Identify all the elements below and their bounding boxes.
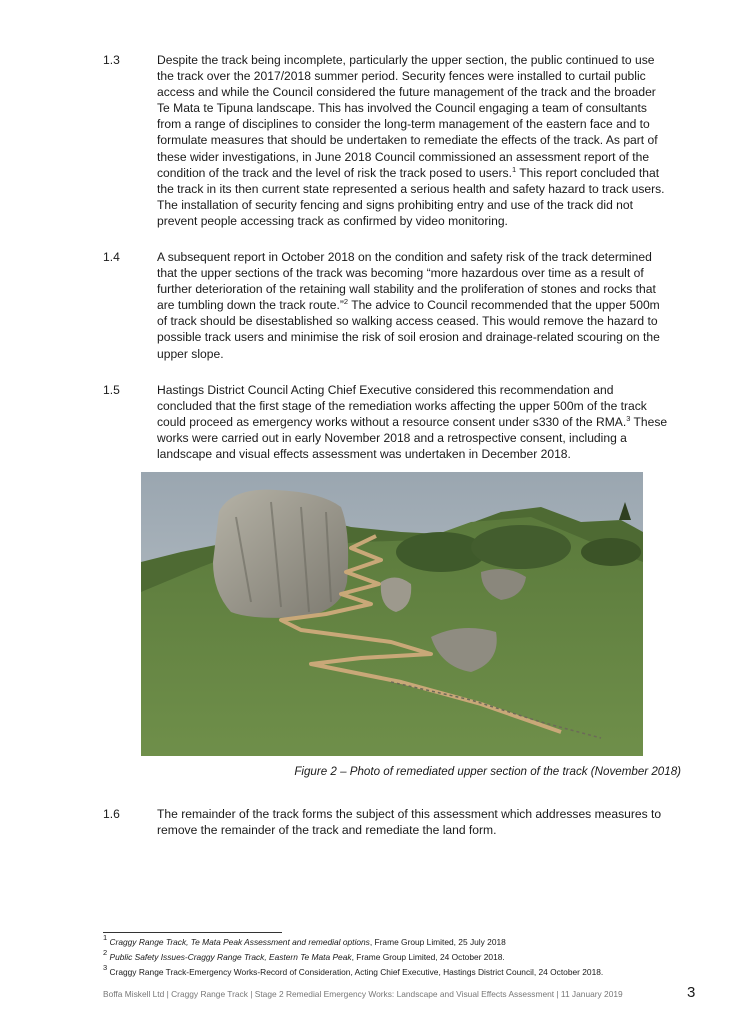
text-line: remove the remainder of the track and remediate the land form. xyxy=(157,823,497,838)
paragraph-number: 1.4 xyxy=(103,250,120,264)
text-line: further deterioration of the retaining wall stability and the proliferation of stones and rocks that xyxy=(157,282,656,297)
paragraph-number: 1.3 xyxy=(103,53,120,67)
paragraph-number: 1.5 xyxy=(103,383,120,397)
text-line: that the upper sections of the track was becoming “more hazardous over time as a result of xyxy=(157,266,644,281)
text-line: Hastings District Council Acting Chief Executive considered this recommendation and xyxy=(157,383,614,397)
text-line: possible track users and minimise the risk of soil erosion and drainage-related scouring on the xyxy=(157,330,660,345)
footnote-3: $^3$ Craggy Range Track-Emergency Works-Record of Consideration, Acting Chief Executive, Hastings District Council, 24 October 2018. xyxy=(103,963,604,977)
text-line: Te Mata te Tipuna landscape. This has involved the Council engaging a team of consultants xyxy=(157,101,647,116)
text-line: these wider investigations, in June 2018 Council commissioned an assessment report of the xyxy=(157,149,650,164)
text-line: prevent people accessing track as confirmed by video monitoring. xyxy=(157,213,508,228)
text-line: condition of the track and the level of risk the track posed to users.$^1$ This report concluded that xyxy=(157,164,660,180)
text-line: formulate measures that should be undertaken to remediate the effects of the track. As part of xyxy=(157,133,658,148)
paragraph-1-4 xyxy=(103,249,683,362)
text-line: works were carried out in early November 2018 and a retrospective consent, including a xyxy=(157,431,627,446)
text-line: landscape and visual effects assessment was undertaken in December 2018. xyxy=(157,447,571,462)
text-line: the track in its then current state represented a serious health and safety hazard to track users. xyxy=(157,181,665,196)
figure-caption: Figure 2 – Photo of remediated upper section of the track (November 2018) xyxy=(294,765,681,778)
footnote-ref: 3 xyxy=(626,414,631,424)
page-footer: Boffa Miskell Ltd | Craggy Range Track | Stage 2 Remedial Emergency Works: Landscape and Visual Effects Assessment | 11 January 2019 xyxy=(103,989,623,999)
text-line: Despite the track being incomplete, particularly the upper section, the public continued to use xyxy=(157,53,655,67)
page-number: 3 xyxy=(687,984,696,1001)
track-photo xyxy=(141,472,643,756)
landscape-illustration xyxy=(141,472,643,756)
text-line: concluded that the first stage of the remediation works affecting the upper 500m of the track xyxy=(157,399,647,414)
text-line: The installation of security fencing and signs prohibiting entry and use of the track did not xyxy=(157,197,633,212)
footnote-ref: 2 xyxy=(343,297,349,307)
text-line: A subsequent report in October 2018 on the condition and safety risk of the track determined xyxy=(157,250,652,264)
paragraph-1-3 xyxy=(103,52,683,229)
text-line: from a range of disciplines to consider the long-term management of the eastern face and to xyxy=(157,117,650,132)
paragraph-body xyxy=(157,806,683,838)
footnote-divider xyxy=(103,932,282,933)
text-line: upper slope. xyxy=(157,346,224,361)
footnote-1: $^1$ Craggy Range Track, Te Mata Peak Assessment and remedial options, Frame Group Limited, 25 July 2018 xyxy=(103,933,506,947)
text-line: the track over the 2017/2018 summer period. Security fences were installed to curtail public xyxy=(157,69,646,84)
text-line: could proceed as emergency works without a resource consent under s330 of the RMA.$^3$ These xyxy=(157,414,668,430)
text-line: access and while the Council considered the future management of the track and the broader xyxy=(157,85,656,100)
paragraph-1-6 xyxy=(103,806,683,838)
footnote-ref: 1 xyxy=(511,164,517,174)
text-line: are tumbling down the track route.”$^2$ The advice to Council recommended that the upper 500m xyxy=(157,297,660,313)
paragraph-number: 1.6 xyxy=(103,807,120,821)
footnote-2: $^2$ Public Safety Issues-Craggy Range Track, Eastern Te Mata Peak, Frame Group Limited, 24 October 2018. xyxy=(103,948,505,962)
text-line: The remainder of the track forms the subject of this assessment which addresses measures to xyxy=(157,807,662,821)
text-line: of track should be disestablished so walking access ceased. This would remove the hazard to xyxy=(157,314,658,329)
paragraph-body xyxy=(157,382,683,462)
paragraph-body xyxy=(157,52,683,229)
paragraph-1-5 xyxy=(103,382,683,462)
paragraph-body xyxy=(157,249,683,362)
